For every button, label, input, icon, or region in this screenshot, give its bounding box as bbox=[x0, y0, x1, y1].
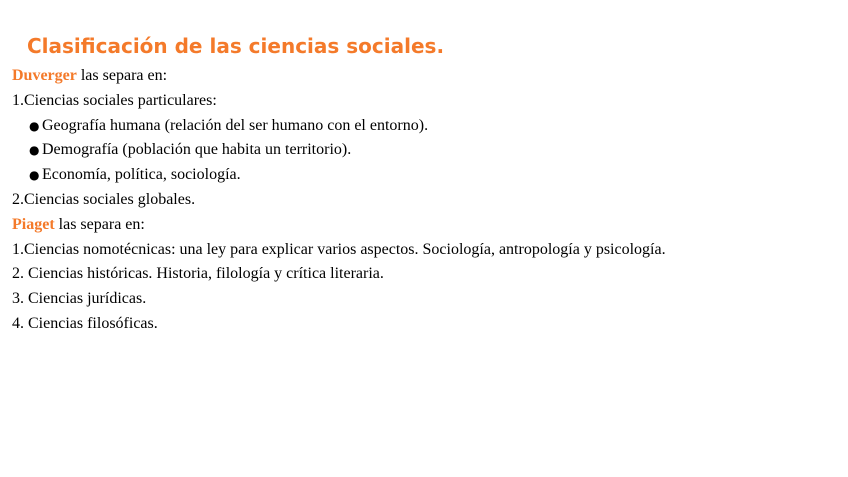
duverger-group-2: 2.Ciencias sociales globales. bbox=[12, 190, 196, 208]
list-item bbox=[12, 114, 842, 139]
piaget-item-1: 1.Ciencias nomotécnicas: una ley para explicar varios aspectos. Sociología, antropología y psicología. bbox=[12, 240, 666, 258]
piaget-item-4: 4. Ciencias filosóficas. bbox=[12, 314, 158, 332]
list-item bbox=[12, 138, 842, 163]
list-item-text: Geografía humana (relación del ser humano con el entorno). bbox=[42, 116, 429, 134]
piaget-intro bbox=[12, 213, 842, 238]
piaget-item-2: 2. Ciencias históricas. Historia, filología y crítica literaria. bbox=[12, 265, 384, 283]
duverger-intro bbox=[12, 64, 842, 89]
piaget-suffix: las separa en: bbox=[54, 215, 145, 233]
duverger-suffix: las separa en: bbox=[76, 67, 168, 84]
bullet-dot-icon: ● bbox=[29, 118, 40, 133]
bullet-dot-icon: ● bbox=[29, 143, 40, 158]
list-item-text: Demografía (población que habita un territorio). bbox=[42, 141, 352, 159]
slide-content bbox=[12, 64, 842, 337]
duverger-name: Duverger bbox=[12, 67, 77, 84]
list-item-text: Economía, política, sociología. bbox=[42, 166, 241, 184]
piaget-name: Piaget bbox=[12, 215, 55, 233]
duverger-group-1: 1.Ciencias sociales particulares: bbox=[12, 91, 217, 109]
bullet-dot-icon: ● bbox=[29, 168, 40, 183]
list-item bbox=[12, 163, 842, 188]
piaget-item-3: 3. Ciencias jurídicas. bbox=[12, 290, 147, 308]
slide-title: Clasificación de las ciencias sociales. bbox=[27, 34, 445, 58]
